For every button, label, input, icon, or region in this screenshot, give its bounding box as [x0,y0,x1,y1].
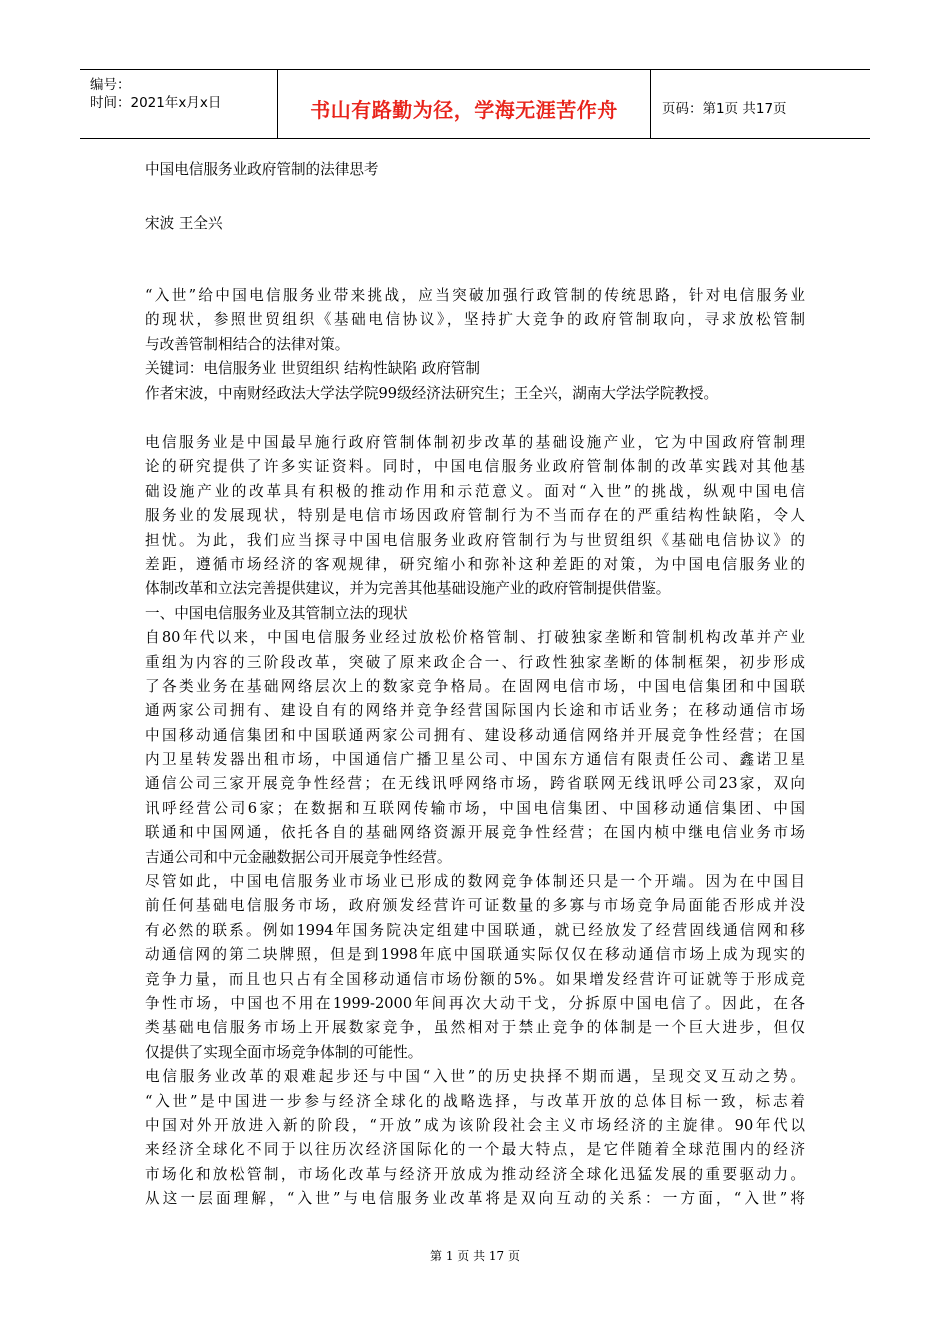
time-label: 时间：2021年x月x日 [90,95,222,111]
paragraph-line: 内卫星转发器出租市场，中国通信广播卫星公司、中国东方通信有限责任公司、鑫诺卫星 [145,751,805,769]
paragraph-line: 动通信网的第二块牌照，但是到1998年底中国联通实际仅仅在移动通信市场上成为现实的 [145,946,805,964]
header-table [80,69,870,139]
intro-line: 论的研究提供了许多实证资料。同时，中国电信服务业政府管制体制的改革实践对其他基 [145,458,805,476]
paragraph-line: 尽管如此，中国电信服务业市场业已形成的数网竞争体制还只是一个开端。因为在中国目 [145,873,805,891]
paragraph-line: 类基础电信服务市场上开展数家竞争，虽然相对于禁止竞争的体制是一个巨大进步，但仅 [145,1019,805,1037]
document-title: 中国电信服务业政府管制的法律思考 [145,161,379,178]
document-authors: 宋波 王全兴 [145,215,223,232]
paragraph-line: 吉通公司和中元金融数据公司开展竞争性经营。 [145,848,452,866]
paragraph-line: 重组为内容的三阶段改革，突破了原来政企合一、行政性独家垄断的体制框架，初步形成 [145,653,805,671]
page-footer: 第 1 页 共 17 页 [430,1249,520,1263]
intro-block [145,431,805,1212]
page-info: 页码：第1页 共17页 [662,101,787,117]
paragraph-line: 有必然的联系。例如1994年国务院决定组建中国联通，就已经放发了经营固线通信网和移 [145,921,805,939]
abstract-line: 与改善管制相结合的法律对策。 [145,335,350,353]
paragraph-line: 前任何基础电信服务市场，政府颁发经营许可证数量的多寡与市场竞争局面能否形成并没 [145,897,805,915]
abstract-line: “入世”给中国电信服务业带来挑战，应当突破加强行政管制的传统思路，针对电信服务业 [145,287,805,304]
header-motto-cell [278,70,651,138]
paragraph-line: 讯呼经营公司6家；在数据和互联网传输市场，中国电信集团、中国移动通信集团、中国 [145,799,805,817]
paragraph-line: 了各类业务在基础网络层次上的数家竞争格局。在固网电信市场，中国电信集团和中国联 [145,677,805,695]
abstract-block [145,284,805,406]
motto-text: 书山有路勤为径，学海无涯苦作舟 [310,98,618,122]
abstract-line: 的现状，参照世贸组织《基础电信协议》，坚持扩大竞争的政府管制取向，寻求放松管制 [145,311,805,329]
paragraph-line: 竞争力量，而且也只占有全国移动通信市场份额的5%。如果增发经营许可证就等于形成竞 [145,970,805,988]
section-heading: 一、中国电信服务业及其管制立法的现状 [145,604,408,622]
paragraph-line: 从这一层面理解，“入世”与电信服务业改革将是双向互动的关系：一方面，“入世”将 [145,1190,805,1208]
intro-line: 担忧。为此，我们应当探寻中国电信服务业政府管制行为与世贸组织《基础电信协议》的 [145,531,805,549]
paragraph-line: 来经济全球化不同于以往历次经济国际化的一个最大特点，是它伴随着全球范围内的经济 [145,1141,805,1159]
paragraph-line: 联通和中国网通，依托各自的基础网络资源开展竞争性经营；在国内桢中继电信业务市场 [145,824,805,842]
intro-line: 体制改革和立法完善提供建议，并为完善其他基础设施产业的政府管制提供借鉴。 [145,580,671,598]
serial-number-label: 编号： [90,77,131,93]
paragraph-line: 通信公司三家开展竞争性经营；在无线讯呼网络市场，跨省联网无线讯呼公司23家，双向 [145,775,805,793]
keywords-line: 关键词：电信服务业 世贸组织 结构性缺陷 政府管制 [145,360,480,378]
author-info-line: 作者宋波，中南财经政法大学法学院99级经济法研究生；王全兴，湖南大学法学院教授。 [145,384,719,402]
intro-line: 服务业的发展现状，特别是电信市场因政府管制行为不当而存在的严重结构性缺陷，令人 [145,507,805,525]
paragraph-line: “入世”是中国进一步参与经济全球化的战略选择，与改革开放的总体目标一致，标志着 [145,1092,805,1110]
paragraph-line: 市场化和放松管制，市场化改革与经济开放成为推动经济全球化迅猛发展的重要驱动力。 [145,1165,805,1183]
paragraph-line: 中国移动通信集团和中国联通两家公司拥有、建设移动通信网络并开展竞争性经营；在国 [145,726,805,744]
paragraph-line: 仅提供了实现全面市场竞争体制的可能性。 [145,1043,423,1061]
intro-line: 差距，遵循市场经济的客观规律，研究缩小和弥补这种差距的对策，为中国电信服务业的 [145,555,805,573]
paragraph-line: 电信服务业改革的艰难起步还与中国“入世”的历史抉择不期而遇，呈现交叉互动之势。 [145,1068,805,1086]
header-page-cell [651,70,870,138]
paragraph-line: 争性市场，中国也不用在1999-2000年间再次大动干戈，分拆原中国电信了。因此，在各 [145,994,805,1012]
intro-line: 础设施产业的改革具有积极的推动作用和示范意义。面对“入世”的挑战，纵观中国电信 [145,482,805,500]
paragraph-line: 自80年代以来，中国电信服务业经过放松价格管制、打破独家垄断和管制机构改革并产业 [145,629,805,647]
paragraph-line: 通两家公司拥有、建设自有的网络并竞争经营国际国内长途和市话业务；在移动通信市场 [145,702,805,720]
header-info-cell [80,70,278,138]
intro-line: 电信服务业是中国最早施行政府管制体制初步改革的基础设施产业，它为中国政府管制理 [145,434,805,451]
paragraph-line: 中国对外开放进入新的阶段，“开放”成为该阶段社会主义市场经济的主旋律。90年代以 [145,1116,805,1134]
